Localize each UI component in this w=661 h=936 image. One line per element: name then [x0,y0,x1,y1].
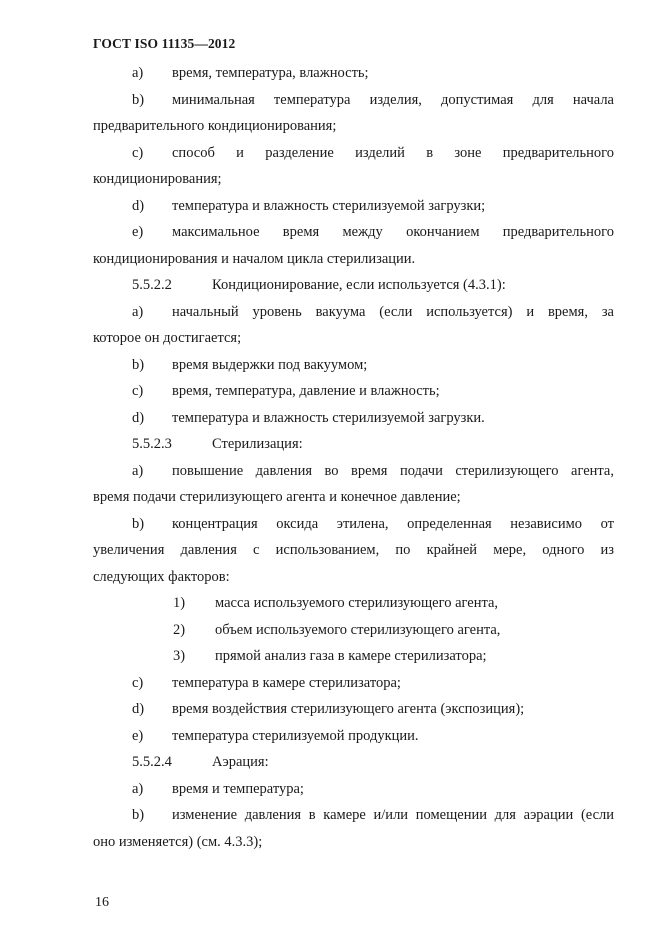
clause-heading [93,431,614,458]
list-item-b [93,352,614,379]
numbered-marker: 2) [173,621,186,638]
numbered-item [93,590,614,617]
list-item-text: начальный уровень вакуума (если используется) и время, за [172,303,614,320]
document-header: ГОСТ ISO 11135—2012 [93,36,236,51]
clause-heading [93,749,614,776]
list-marker: a) [132,780,144,797]
list-marker: d) [132,701,145,717]
list-marker: e) [132,224,144,240]
clause-title: Кондиционирование, если используется (4.3.1): [212,277,506,293]
list-marker: d) [132,197,145,214]
list-marker: b) [132,91,145,108]
list-item-continuation: следующих факторов: [93,568,230,585]
list-marker: a) [132,303,144,320]
numbered-item-text: прямой анализ газа в камере стерилизатора; [215,648,487,664]
clause-number: 5.5.2.2 [132,277,172,293]
list-item-text: время, температура, влажность; [172,65,369,81]
list-marker: a) [132,65,144,81]
clause-title: Аэрация: [212,754,269,770]
list-item-d [93,193,614,220]
list-item-d [93,405,614,432]
list-item-continuation: оно изменяется) (см. 4.3.3); [93,833,263,850]
list-marker: e) [132,727,144,744]
clause-title: Стерилизация: [212,436,303,452]
clause-number: 5.5.2.4 [132,754,172,770]
list-item-text: повышение давления во время подачи стерилизующего агента, [172,462,614,479]
list-item-c [93,670,614,697]
list-item-e [93,723,614,750]
list-item-continuation: увеличения давления с использованием, по крайней мере, одного из [93,542,614,558]
list-item-d [93,696,614,723]
list-item-continuation: кондиционирования и началом цикла стерилизации. [93,250,416,267]
numbered-item [93,617,614,644]
list-item-c [93,378,614,405]
list-item-text: концентрация оксида этилена, определенная независимо от [172,515,614,532]
numbered-marker: 1) [173,595,186,611]
list-item-text: способ и разделение изделий в зоне предварительного [172,144,614,161]
list-item-a [93,60,614,87]
list-item-text: время воздействия стерилизующего агента (экспозиция); [172,701,525,717]
list-item-text: минимальная температура изделия, допустимая для начала [172,91,614,108]
list-item-c [93,140,614,167]
list-item-text: изменение давления в камере и/или помещении для аэрации (если [172,807,614,823]
list-item-b [93,87,614,114]
list-item-a [93,458,614,485]
document-body [93,60,614,855]
list-marker: c) [132,674,144,691]
list-item-text: температура в камере стерилизатора; [172,674,401,691]
list-marker: a) [132,462,144,479]
list-item-b [93,511,614,538]
list-item-text: время и температура; [172,780,304,797]
list-item-continuation: предварительного кондиционирования; [93,118,337,134]
list-item-text: температура стерилизуемой продукции. [172,727,419,744]
list-item-a [93,299,614,326]
list-item-continuation: время подачи стерилизующего агента и конечное давление; [93,489,461,505]
list-item-continuation: которое он достигается; [93,330,242,346]
list-item-text: время выдержки под вакуумом; [172,356,368,373]
list-marker: c) [132,383,144,399]
list-item-text: температура и влажность стерилизуемой загрузки. [172,409,485,426]
list-marker: c) [132,144,144,161]
list-item-text: температура и влажность стерилизуемой загрузки; [172,197,486,214]
numbered-item [93,643,614,670]
list-item-text: максимальное время между окончанием предварительного [172,224,614,240]
clause-heading [93,272,614,299]
page-number: 16 [95,895,109,910]
list-marker: b) [132,515,145,532]
list-marker: b) [132,356,145,373]
numbered-marker: 3) [173,648,186,664]
list-item-continuation: кондиционирования; [93,171,222,187]
list-item-b [93,802,614,829]
list-marker: d) [132,409,145,426]
numbered-item-text: объем используемого стерилизующего агента, [215,621,501,638]
list-item-text: время, температура, давление и влажность; [172,383,440,399]
list-item-e [93,219,614,246]
clause-number: 5.5.2.3 [132,436,172,452]
list-item-a [93,776,614,803]
numbered-item-text: масса используемого стерилизующего агента, [215,595,499,611]
list-marker: b) [132,807,145,823]
